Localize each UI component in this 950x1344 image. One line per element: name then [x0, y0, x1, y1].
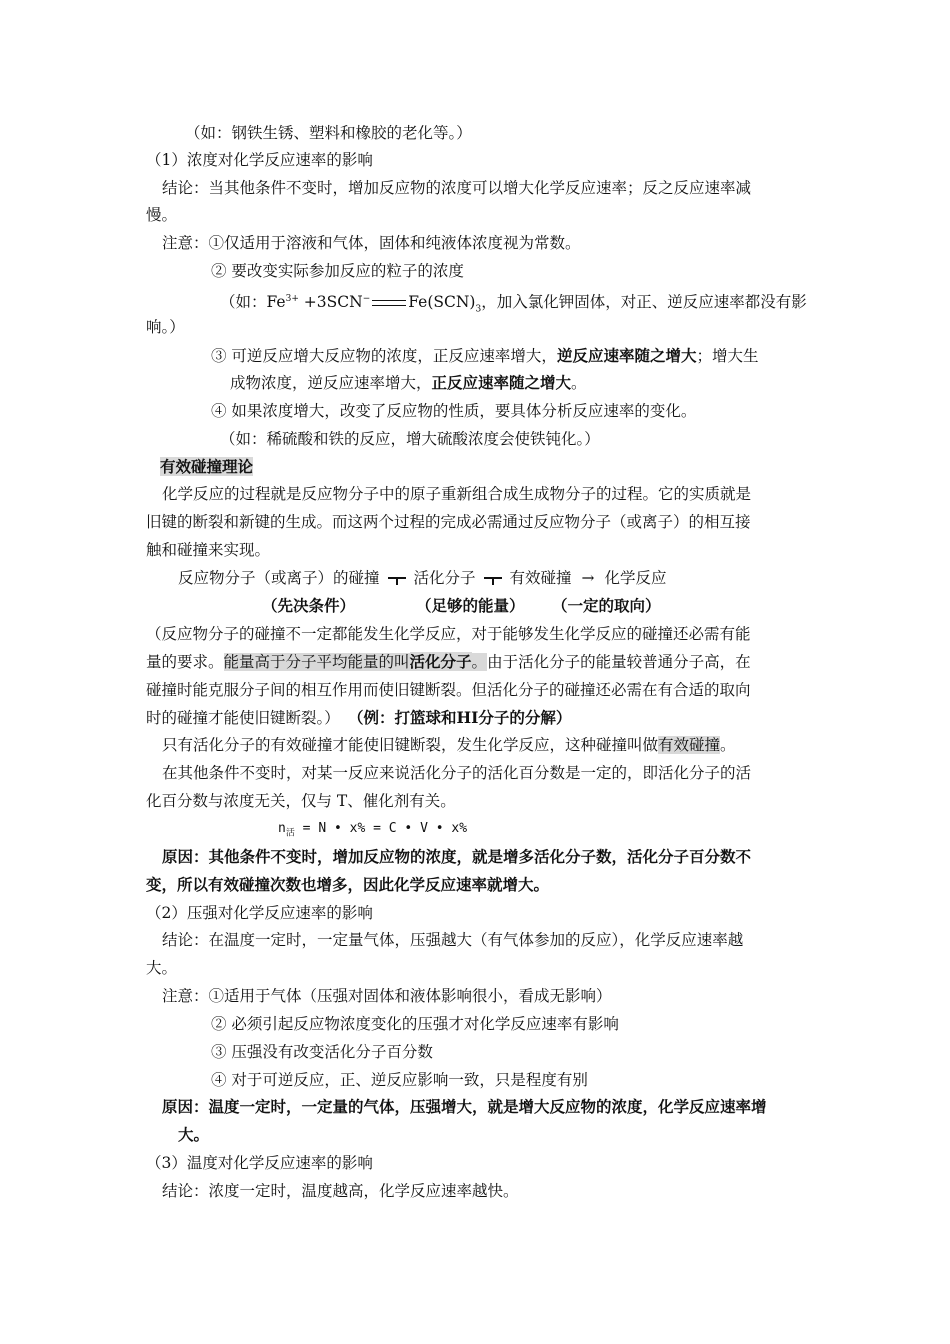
- note-3-cont: 成物浓度，逆反应速率增大，正反应速率随之增大。: [230, 373, 587, 392]
- note-4-example: （如：稀硫酸和铁的反应，增大硫酸浓度会使铁钝化。）: [220, 430, 600, 448]
- cause-line-cont: 变，所以有效碰撞次数也增多，因此化学反应速率就增大。: [146, 875, 550, 894]
- paragraph-line: 触和碰撞来实现。: [146, 541, 271, 559]
- paragraph-line: 在其他条件不变时，对某一反应来说活化分子的活化百分数是一定的，即活化分子的活: [162, 764, 752, 782]
- paragraph-line: 旧键的断裂和新键的生成。而这两个过程的完成必需通过反应物分子（或离子）的相互接: [146, 513, 751, 531]
- example-line: （如：钢铁生锈、塑料和橡胶的老化等。）: [185, 124, 472, 142]
- equilibrium-arrow-icon: [372, 297, 406, 309]
- paragraph-line: 只有活化分子的有效碰撞才能使旧键断裂，发生化学反应，这种碰撞叫做有效碰撞。: [162, 736, 736, 754]
- formula: $n_活 = N$ • x% = C • V • x%: [278, 821, 468, 839]
- conclusion-line: 结论：当其他条件不变时，增加反应物的浓度可以增大化学反应速率；反之反应速率减: [162, 179, 752, 197]
- note-1: 注意：①仅适用于溶液和气体，固体和纯液体浓度视为常数。: [162, 234, 581, 252]
- conclusion-line-cont: 大。: [146, 959, 178, 977]
- paragraph-line: 量的要求。能量高于分子平均能量的叫活化分子。由于活化分子的能量较普通分子高，在: [146, 652, 751, 671]
- section-heading-pressure: （2）压强对化学反应速率的影响: [146, 904, 373, 922]
- chain-condition-3: （一定的取向）: [552, 596, 661, 615]
- note-3: ③ 可逆反应增大反应物的浓度，正反应速率增大，逆反应速率随之增大；增大生: [211, 346, 759, 365]
- tee-arrow-icon: [386, 572, 408, 586]
- right-arrow-icon: →: [581, 569, 595, 587]
- chain-condition-2: （足够的能量）: [416, 596, 525, 615]
- cause-line: 原因：温度一定时，一定量的气体，压强增大，就是增大反应物的浓度，化学反应速率增: [162, 1097, 767, 1116]
- paragraph-line: 碰撞时能克服分子间的相互作用而使旧键断裂。但活化分子的碰撞还必需在有合适的取向: [146, 681, 751, 699]
- note-2: ② 必须引起反应物浓度变化的压强才对化学反应速率有影响: [211, 1015, 619, 1033]
- note-4: ④ 对于可逆反应，正、逆反应影响一致，只是程度有别: [211, 1071, 588, 1089]
- note-2: ② 要改变实际参加反应的粒子的浓度: [211, 262, 464, 280]
- conclusion-line-cont: 慢。: [146, 206, 178, 224]
- paragraph-line: 时的碰撞才能使旧键断裂。） （例：打篮球和HI分子的分解）: [146, 708, 572, 727]
- section-heading-concentration: （1）浓度对化学反应速率的影响: [146, 151, 373, 169]
- reaction-chain: 反应物分子（或离子）的碰撞 活化分子 有效碰撞 → 化学反应: [178, 569, 667, 587]
- note-3: ③ 压强没有改变活化分子百分数: [211, 1043, 433, 1061]
- paragraph-line: 化百分数与浓度无关，仅与 T、催化剂有关。: [146, 792, 456, 810]
- paragraph-line: 化学反应的过程就是反应物分子中的原子重新组合成生成物分子的过程。它的实质就是: [162, 485, 752, 503]
- note-1: 注意：①适用于气体（压强对固体和液体影响很小，看成无影响）: [162, 987, 612, 1005]
- paragraph-line: （反应物分子的碰撞不一定都能发生化学反应，对于能够发生化学反应的碰撞还必需有能: [146, 625, 751, 643]
- cause-line-cont: 大。: [178, 1125, 210, 1144]
- chain-condition-1: （先决条件）: [262, 596, 356, 615]
- example-equation-line-cont: 响。）: [146, 318, 185, 336]
- section-heading-temperature: （3）温度对化学反应速率的影响: [146, 1154, 373, 1172]
- tee-arrow-icon: [482, 572, 504, 586]
- example-equation-line: （如：$Fe^{3+} +3SCN^-$ $Fe(SCN)_3$，加入氯化钾固体，对正、逆反应速率都没有影: [220, 293, 807, 315]
- cause-line: 原因：其他条件不变时，增加反应物的浓度，就是增多活化分子数，活化分子百分数不: [162, 847, 752, 866]
- note-4: ④ 如果浓度增大，改变了反应物的性质，要具体分析反应速率的变化。: [211, 402, 697, 420]
- section-heading-collision-theory: 有效碰撞理论: [160, 457, 254, 476]
- conclusion-line: 结论：在温度一定时，一定量气体，压强越大（有气体参加的反应），化学反应速率越: [162, 931, 744, 949]
- conclusion-line: 结论：浓度一定时，温度越高，化学反应速率越快。: [162, 1182, 519, 1200]
